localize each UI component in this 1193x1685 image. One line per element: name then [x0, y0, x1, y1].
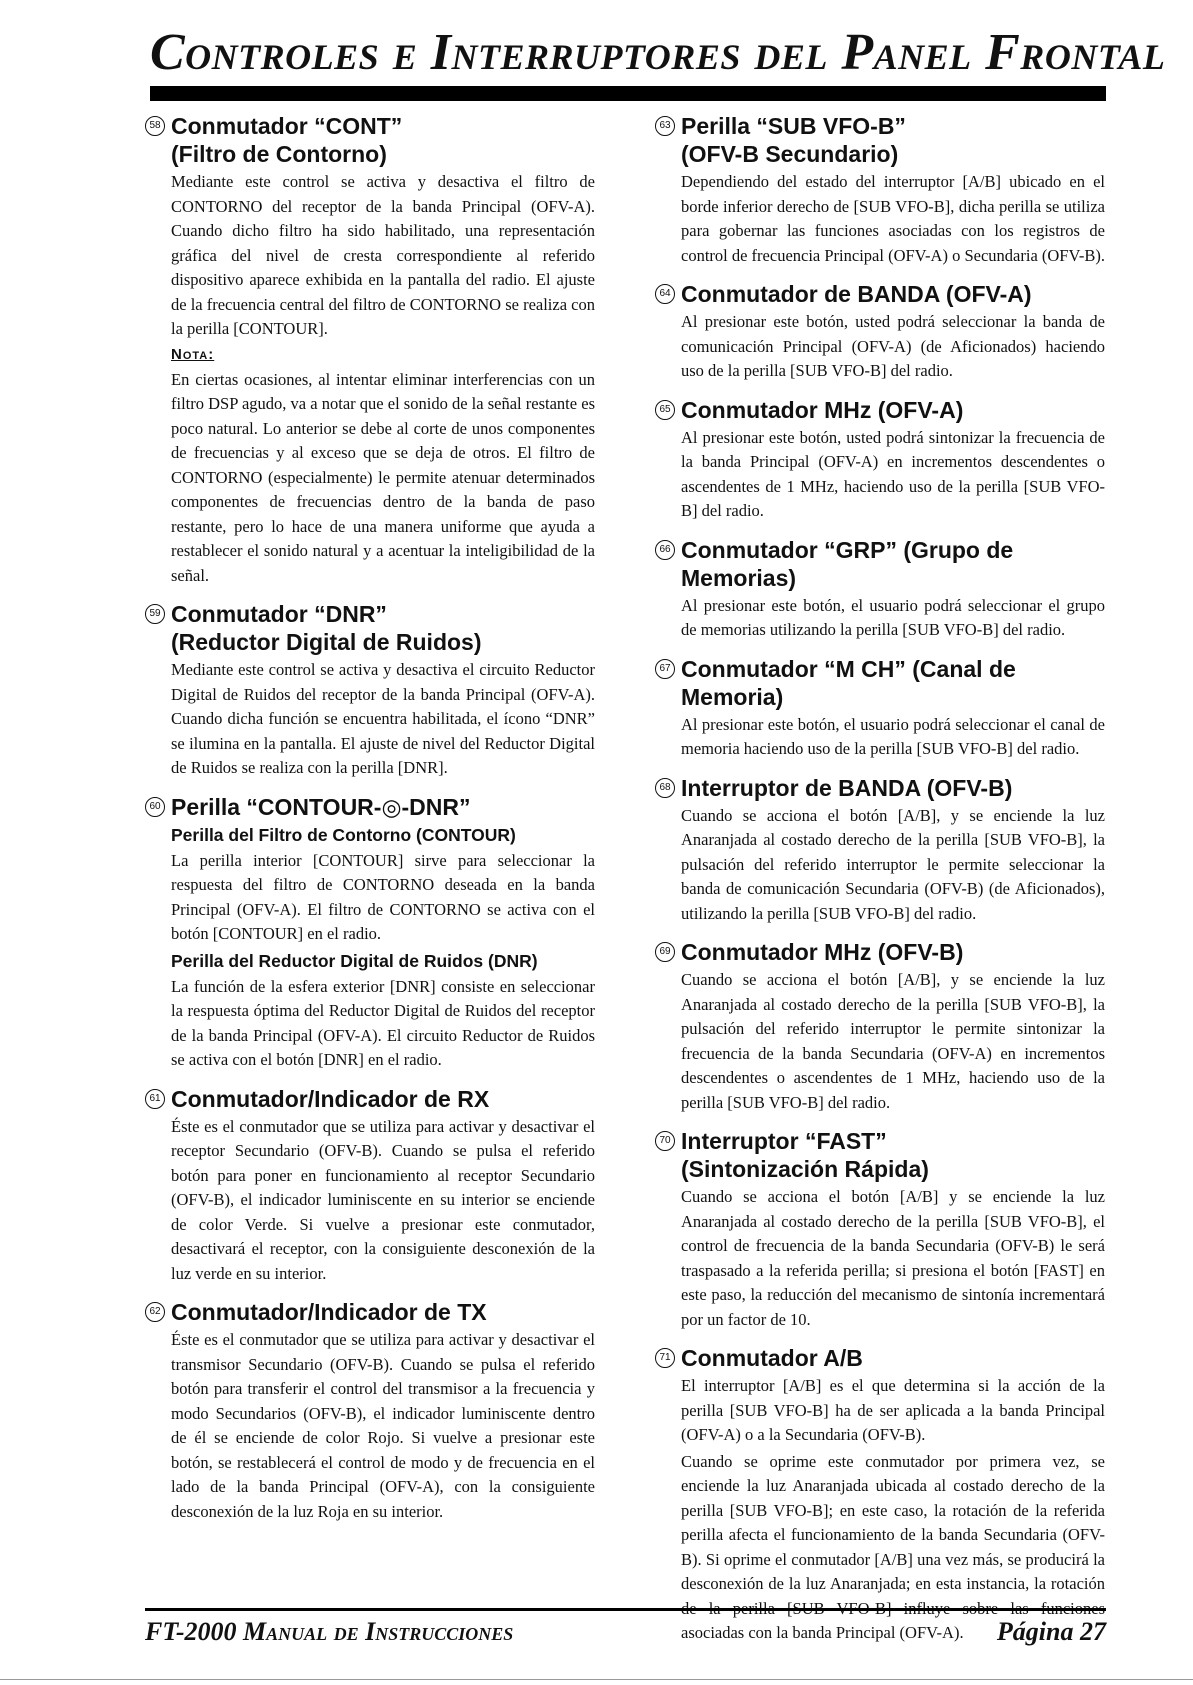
footer-page-number: Página 27 [996, 1617, 1106, 1646]
section-heading [655, 280, 1105, 308]
section-paragraph: Al presionar este botón, el usuario podrá seleccionar el grupo de memorias utilizando la perilla [SUB VFO-B] del radio. [681, 595, 1105, 639]
section-title: Conmutador/Indicador de RX [171, 1085, 490, 1112]
section-title: Interruptor “FAST” [681, 1128, 887, 1154]
section-69 [655, 938, 1105, 1115]
section-heading [655, 1344, 1105, 1372]
section-58 [145, 112, 595, 588]
section-title: Conmutador A/B [681, 1345, 863, 1371]
footer-manual-title: FT-2000 Manual de Instrucciones [145, 1617, 514, 1646]
subsection-heading: Perilla del Filtro de Contorno (CONTOUR) [171, 824, 516, 845]
section-title: Conmutador “M CH” (Canal de Memoria) [681, 655, 1016, 710]
section-heading [145, 600, 595, 656]
section-number-badge: 70 [655, 1131, 675, 1151]
section-subtitle: (Filtro de Contorno) [171, 141, 387, 167]
section-number-badge: 58 [145, 116, 165, 136]
right-column [655, 112, 1105, 1658]
section-title: Conmutador MHz (OFV-A) [681, 396, 964, 423]
subsection-paragraph: La perilla interior [CONTOUR] sirve para seleccionar la respuesta del filtro de CONTORNO deseada en la banda Principal (OFV-A). El filtro de CONTORNO se activa con el botón [CONTOUR] en el radio. [171, 850, 595, 943]
section-number-badge: 66 [655, 540, 675, 560]
section-paragraph: Cuando se acciona el botón [A/B], y se enciende la luz Anaranjada al costado derecho de la perilla [SUB VFO-B], la pulsación del referido interruptor le permite sintonizar la frecuencia de la banda Secundaria (OFV-A) en incrementos descendentes o ascendentes de 1 MHz, haciendo uso de la perilla [SUB VFO-B] del radio. [681, 970, 1105, 1112]
section-title: Conmutador “DNR” [171, 601, 387, 627]
section-title: Interruptor de BANDA (OFV-B) [681, 774, 1013, 801]
subsection-heading: Perilla del Reductor Digital de Ruidos (DNR) [171, 950, 538, 971]
section-71 [655, 1344, 1105, 1646]
section-title: Perilla “CONTOUR-◎-DNR” [171, 793, 471, 820]
section-number-badge: 62 [145, 1302, 165, 1322]
section-paragraph: Mediante este control se activa y desactiva el filtro de CONTORNO del receptor de la banda Principal (OFV-A). Cuando dicho filtro ha sido habilitado, una representación gráfica del nivel de cresta correspondiente al referido dispositivo aparece exhibida en la pantalla del radio. El ajuste de la frecuencia central del filtro de CONTORNO se realiza con la perilla [CONTOUR]. [171, 172, 595, 338]
section-paragraph: Cuando se acciona el botón [A/B], y se enciende la luz Anaranjada al costado derecho de la perilla [SUB VFO-B], la pulsación del referido interruptor le permite seleccionar la banda de comunicación Secundaria (OFV-B) (de Aficionados), utilizando la perilla [SUB VFO-B] del radio. [681, 805, 1105, 923]
section-67 [655, 655, 1105, 762]
section-number-badge: 65 [655, 400, 675, 420]
section-heading [145, 112, 595, 168]
section-paragraph: Dependiendo del estado del interruptor [A/B] ubicado en el borde inferior derecho de [SUB VFO-B], dicha perilla se utiliza para gobernar las funciones asociadas con los registros de control de frecuencia Principal (OFV-A) o Secundaria (OFV-B). [681, 172, 1105, 265]
section-heading [655, 396, 1105, 424]
section-number-badge: 61 [145, 1089, 165, 1109]
section-paragraph: Al presionar este botón, usted podrá sintonizar la frecuencia de la banda Principal (OFV-A) en incrementos descendentes o ascendentes de 1 MHz, haciendo uso de la perilla [SUB VFO-B] del radio. [681, 427, 1105, 520]
section-paragraph: Éste es el conmutador que se utiliza para activar y desactivar el receptor Secundario (OFV-B). Cuando se pulsa el referido botón para poner en funcionamiento al receptor Secundario (OFV-B), el indicador luminiscente en su interior se enciende de color Verde. Si vuelve a presionar este conmutador, desactivará el receptor, con la consiguiente desconexión de la luz verde en su interior. [171, 1116, 595, 1283]
section-60 [145, 793, 595, 1073]
section-number-badge: 59 [145, 604, 165, 624]
section-64 [655, 280, 1105, 384]
section-68 [655, 774, 1105, 927]
section-number-badge: 71 [655, 1348, 675, 1368]
section-59 [145, 600, 595, 781]
section-heading [145, 1298, 595, 1326]
section-heading [655, 774, 1105, 802]
title-rule [150, 86, 1106, 101]
section-62 [145, 1298, 595, 1524]
section-title: Conmutador de BANDA (OFV-A) [681, 281, 1032, 307]
section-subtitle: (Sintonización Rápida) [681, 1156, 929, 1182]
section-heading [655, 1127, 1105, 1183]
section-subtitle: (OFV-B Secundario) [681, 141, 899, 167]
section-number-badge: 64 [655, 284, 675, 304]
section-paragraph: Éste es el conmutador que se utiliza para activar y desactivar el transmisor Secundario (OFV-B). Cuando se pulsa el referido botón para transferir el control del transmisor a la frecuencia y modo Secundarios (OFV-B), el indicador luminiscente dentro de él se enciende de color Rojo. Si vuelve a presionar este botón, se restablecerá el control de modo y de frecuencia en el lado de la banda Principal (OFV-A), con la consiguiente desconexión de la luz Roja en su interior. [171, 1330, 595, 1521]
section-heading [655, 112, 1105, 168]
section-65 [655, 396, 1105, 524]
section-title: Conmutador “GRP” (Grupo de Memorias) [681, 536, 1014, 591]
section-number-badge: 69 [655, 942, 675, 962]
section-61 [145, 1085, 595, 1287]
footer-rule [145, 1608, 1106, 1611]
section-heading [145, 1085, 595, 1113]
section-heading [655, 536, 1105, 592]
section-paragraph: Mediante este control se activa y desactiva el circuito Reductor Digital de Ruidos del receptor de la banda Principal (OFV-A). Cuando dicha función se encuentra habilitada, el ícono “DNR” se ilumina en la pantalla. El ajuste de nivel del Reductor Digital de Ruidos se realiza con la perilla [DNR]. [171, 660, 595, 777]
section-paragraph: El interruptor [A/B] es el que determina si la acción de la perilla [SUB VFO-B] ha de ser aplicada a la banda Principal (OFV-A) o a la Secundaria (OFV-B). [681, 1376, 1105, 1444]
section-number-badge: 68 [655, 778, 675, 798]
section-heading [655, 938, 1105, 966]
section-number-badge: 63 [655, 116, 675, 136]
note-label: Nota: [171, 345, 215, 363]
section-paragraph: Cuando se acciona el botón [A/B] y se enciende la luz Anaranjada al costado derecho de la perilla [SUB VFO-B], el control de frecuencia de la banda Secundaria (OFV-B) le será traspasado a la referida perilla; si presiona el botón [FAST] en este paso, la reducción del mecanismo de sintonía incrementará por un factor de 10. [681, 1187, 1105, 1329]
page-title: Controles e Interruptores del Panel Frontal [150, 24, 1166, 81]
section-subtitle: (Reductor Digital de Ruidos) [171, 629, 482, 655]
section-heading [145, 793, 595, 821]
subsection-paragraph: La función de la esfera exterior [DNR] consiste en seleccionar la respuesta óptima del Reductor Digital de Ruidos del receptor de la banda Principal (OFV-A). El circuito Reductor de Ruidos se activa con el botón [DNR] en el radio. [171, 976, 595, 1069]
section-title: Perilla “SUB VFO-B” [681, 113, 906, 139]
section-title: Conmutador MHz (OFV-B) [681, 939, 964, 965]
section-number-badge: 67 [655, 659, 675, 679]
section-paragraph: Cuando se oprime este conmutador por primera vez, se enciende la luz Anaranjada ubicada al costado derecho de la perilla [SUB VFO-B]; en este caso, la rotación de la referida perilla afecta el funcionamiento de la banda Secundaria (OFV-B). Si oprime el conmutador [A/B] una vez más, se producirá la desconexión de la luz Anaranjada; en esta instancia, la rotación asociadas con la banda Principal (OFV-A). [681, 1451, 1105, 1642]
page-edge-line [0, 1679, 1193, 1680]
section-63 [655, 112, 1105, 268]
section-number-badge: 60 [145, 797, 165, 817]
section-title: Conmutador “CONT” [171, 113, 403, 139]
note-paragraph: En ciertas ocasiones, al intentar eliminar interferencias con un filtro DSP agudo, va a notar que el sonido de la señal restante es poco natural. Lo anterior se debe al corte de unos componentes de frecuencias y al exceso que se deja de otros. El filtro de CONTORNO (especialmente) le permite atenuar determinados componentes de frecuencias dentro de la banda de paso restante, pero lo hace de una manera uniforme que ayuda a restablecer el sonido natural y a acentuar la inteligibilidad de la señal. [171, 369, 595, 585]
section-70 [655, 1127, 1105, 1332]
section-paragraph: Al presionar este botón, usted podrá seleccionar la banda de comunicación Principal (OFV-A) (de Aficionados) haciendo uso de la perilla [SUB VFO-B] del radio. [681, 312, 1105, 380]
section-title: Conmutador/Indicador de TX [171, 1299, 487, 1325]
left-column [145, 112, 595, 1536]
section-paragraph: Al presionar este botón, el usuario podrá seleccionar el canal de memoria haciendo uso de la perilla [SUB VFO-B] del radio. [681, 714, 1105, 758]
section-heading [655, 655, 1105, 711]
section-66 [655, 536, 1105, 643]
